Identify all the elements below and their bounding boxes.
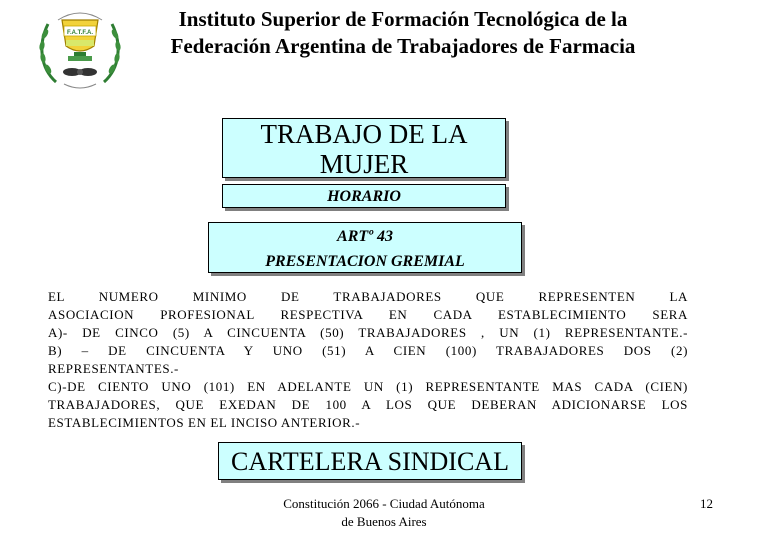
title-line-2: MUJER — [319, 149, 409, 178]
fatfa-seal-icon — [34, 6, 126, 94]
cartelera-label: CARTELERA SINDICAL — [231, 447, 509, 476]
title-box — [222, 118, 506, 178]
article-box — [208, 222, 522, 273]
institute-header — [128, 6, 678, 60]
title-line-1: TRABAJO DE LA — [260, 119, 468, 149]
header-line-2: Federación Argentina de Trabajadores de Farmacia — [170, 34, 636, 58]
article-number: ARTº 43 — [337, 228, 393, 245]
footer-address — [254, 495, 514, 531]
body-line: ESTABLECIMIENTOS EN EL INCISO ANTERIOR.- — [48, 415, 361, 430]
horario-label: HORARIO — [327, 188, 401, 205]
footer-line-1: Constitución 2066 - Ciudad Autónoma — [283, 496, 485, 511]
header-line-1: Instituto Superior de Formación Tecnológica de la — [178, 7, 628, 31]
article-body — [48, 288, 688, 432]
horario-box — [222, 184, 506, 208]
body-line: A)- DE CINCO (5) A CINCUENTA (50) TRABAJADORES , UN (1) REPRESENTANTE.- — [48, 325, 688, 340]
body-line: B) – DE CINCUENTA Y UNO (51) A CIEN (100) TRABAJADORES DOS (2) — [48, 343, 688, 358]
footer-line-2: de Buenos Aires — [341, 514, 427, 529]
page-number: 12 — [700, 496, 713, 511]
logo-text: F.A.T.F.A. — [66, 30, 94, 36]
article-title: PRESENTACION GREMIAL — [265, 253, 465, 270]
body-line: TRABAJADORES, QUE EXEDAN DE 100 A LOS QUE DEBERAN ADICIONARSE LOS — [48, 397, 688, 412]
body-line: EL NUMERO MINIMO DE TRABAJADORES QUE REPRESENTEN LA — [48, 289, 688, 304]
body-line: C)-DE CIENTO UNO (101) EN ADELANTE UN (1) REPRESENTANTE MAS CADA (CIEN) — [48, 379, 688, 394]
body-line: REPRESENTANTES.- — [48, 361, 179, 376]
body-line: ASOCIACION PROFESIONAL RESPECTIVA EN CADA ESTABLECIMIENTO SERA — [48, 307, 688, 322]
cartelera-box — [218, 442, 522, 480]
